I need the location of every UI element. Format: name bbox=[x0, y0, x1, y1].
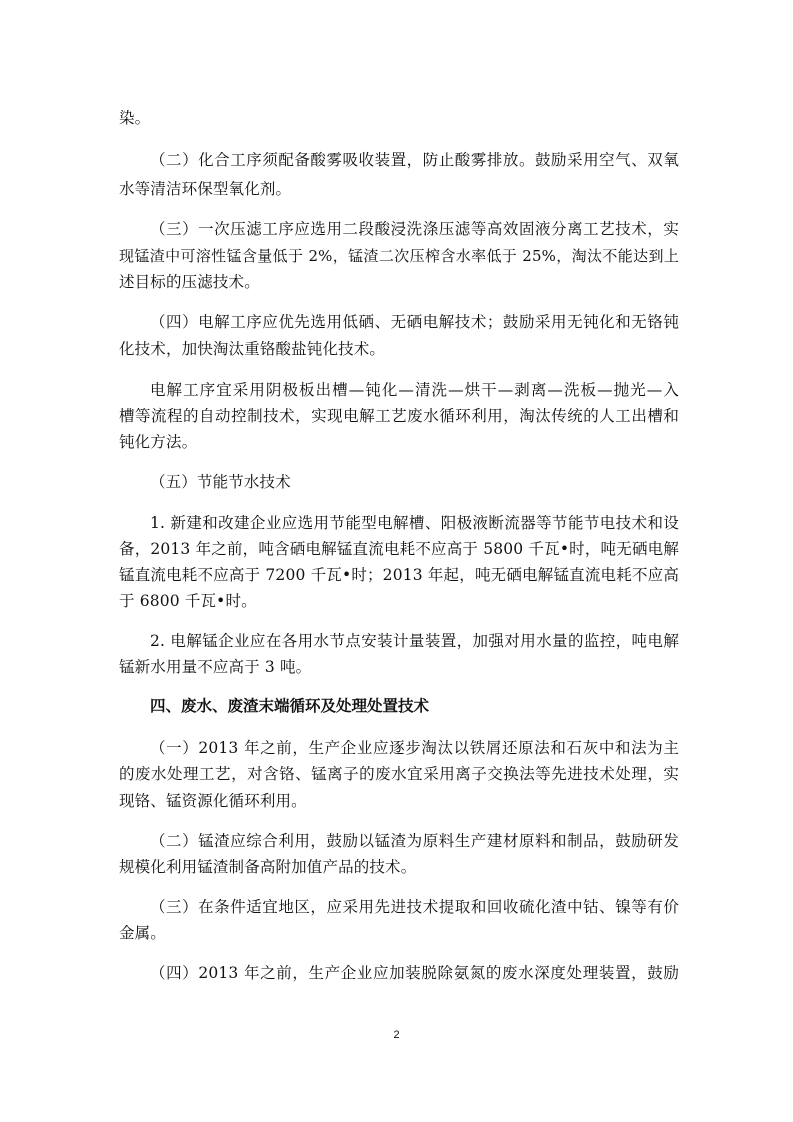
paragraph-line: （三）一次压滤工序应选用二段酸浸洗涤压滤等高效固液分离工艺技术，实 bbox=[150, 220, 679, 238]
paragraph-line: 于 6800 千瓦•时。 bbox=[119, 592, 257, 610]
paragraph-line: 2. 电解锰企业应在各用水节点安装计量装置，加强对用水量的监控，吨电解 bbox=[150, 632, 679, 650]
paragraph-line: 1. 新建和改建企业应选用节能型电解槽、阳极液断流器等节能节电技术和设 bbox=[150, 514, 679, 532]
paragraph-line: 述目标的压滤技术。 bbox=[119, 273, 260, 291]
paragraph-line: 钝化方法。 bbox=[119, 433, 198, 451]
paragraph-line: 金属。 bbox=[119, 924, 166, 942]
paragraph-line: （二）化合工序须配备酸雾吸收装置，防止酸雾排放。鼓励采用空气、双氧 bbox=[150, 151, 679, 169]
paragraph-line: 锰直流电耗不应高于 7200 千瓦•时；2013 年起，吨无硒电解锰直流电耗不应高 bbox=[119, 566, 679, 584]
paragraph-line: 水等清洁环保型氧化剂。 bbox=[119, 180, 292, 198]
paragraph-line: 电解工序宜采用阴极板出槽—钝化—清洗—烘干—剥离—洗板—抛光—入 bbox=[150, 381, 679, 399]
paragraph-line: （二）锰渣应综合利用，鼓励以锰渣为原料生产建材原料和制品，鼓励研发 bbox=[150, 832, 679, 850]
paragraph-line: 槽等流程的自动控制技术，实现电解工艺废水循环利用，淘汰传统的人工出槽和 bbox=[119, 407, 679, 425]
paragraph-line: （一）2013 年之前，生产企业应逐步淘汰以铁屑还原法和石灰中和法为主 bbox=[150, 739, 679, 757]
paragraph-line: 规模化利用锰渣制备高附加值产品的技术。 bbox=[119, 858, 417, 876]
section-heading: 四、废水、废渣末端循环及处理处置技术 bbox=[150, 697, 430, 715]
paragraph-line: 现铬、锰资源化循环利用。 bbox=[119, 792, 307, 810]
paragraph-line: （四）2013 年之前，生产企业应加装脱除氨氮的废水深度处理装置，鼓励 bbox=[150, 964, 679, 982]
paragraph-line: 的废水处理工艺，对含铬、锰离子的废水宜采用离子交换法等先进技术处理，实 bbox=[119, 765, 679, 783]
paragraph-line: （三）在条件适宜地区，应采用先进技术提取和回收硫化渣中钴、镍等有价 bbox=[150, 898, 679, 916]
paragraph-line: 备，2013 年之前，吨含硒电解锰直流电耗不应高于 5800 千瓦•时，吨无硒电解 bbox=[119, 540, 679, 558]
paragraph-line: 染。 bbox=[119, 109, 151, 127]
subheading-line: （五）节能节水技术 bbox=[150, 473, 291, 491]
page-number: 2 bbox=[393, 1029, 400, 1041]
paragraph-line: 现锰渣中可溶性锰含量低于 2%，锰渣二次压榨含水率低于 25%，淘汰不能达到上 bbox=[119, 247, 679, 265]
paragraph-line: （四）电解工序应优先选用低硒、无硒电解技术；鼓励采用无钝化和无铬钝 bbox=[150, 313, 679, 331]
paragraph-line: 化技术，加快淘汰重铬酸盐钝化技术。 bbox=[119, 340, 386, 358]
paragraph-line: 锰新水用量不应高于 3 吨。 bbox=[119, 658, 312, 676]
